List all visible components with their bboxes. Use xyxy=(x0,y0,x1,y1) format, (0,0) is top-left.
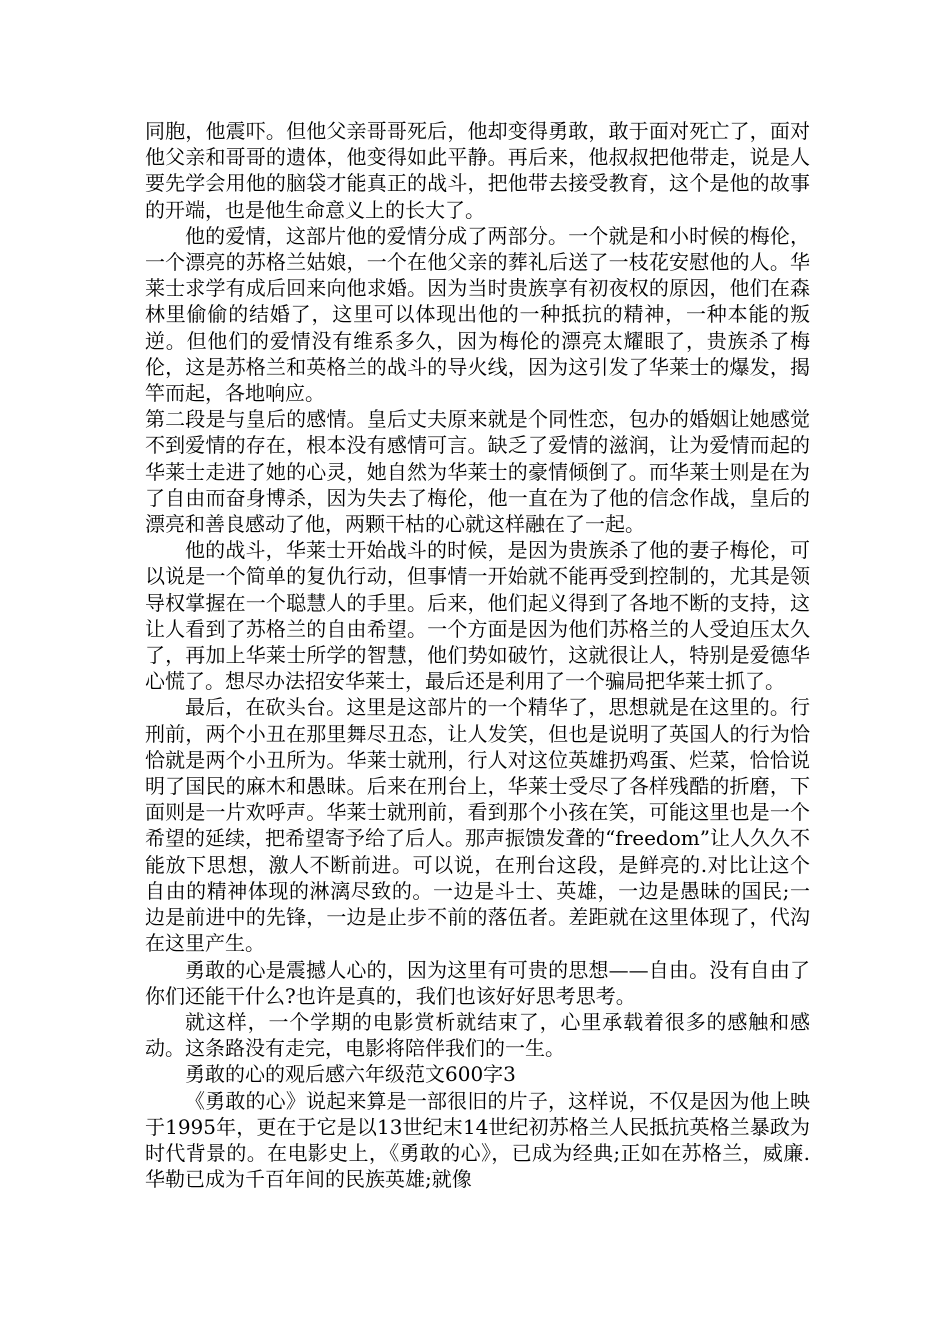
paragraph-3: 第二段是与皇后的感情。皇后丈夫原来就是个同性恋，包办的婚姻让她感觉不到爱情的存在，根本没有感情可言。缺乏了爱情的滋润，让为爱情而起的华莱士走进了她的心灵，她自然为华莱士的豪情倾倒了。而华莱士则是在为了自由而奋身博杀，因为失去了梅伦，他一直在为了他的信念作战，皇后的漂亮和善良感动了他，两颗干枯的心就这样融在了一起。 xyxy=(145,407,810,537)
paragraph-5: 最后，在砍头台。这里是这部片的一个精华了，思想就是在这里的。行刑前，两个小丑在那里舞尽丑态，让人发笑，但也是说明了英国人的行为恰恰就是两个小丑所为。华莱士就刑，行人对这位英雄扔鸡蛋、烂菜，恰恰说明了国民的麻木和愚昧。后来在刑台上，华莱士受尽了各样残酷的折磨，下面则是一片欢呼声。华莱士就刑前，看到那个小孩在笑，可能这里也是一个希望的延续，把希望寄予给了后人。那声振馈发聋的“freedom”让人久久不能放下思想，激人不断前进。可以说，在刑台这段，是鲜亮的.对比让这个自由的精神体现的淋漓尽致的。一边是斗士、英雄，一边是愚昧的国民;一边是前进中的先锋，一边是止步不前的落伍者。差距就在这里体现了，代沟在这里产生。 xyxy=(145,695,810,956)
paragraph-7: 就这样，一个学期的电影赏析就结束了，心里承载着很多的感触和感动。这条路没有走完，电影将陪伴我们的一生。 xyxy=(145,1009,810,1061)
paragraph-8: 《勇敢的心》说起来算是一部很旧的片子，这样说，不仅是因为他上映于1995年，更在于它是以13世纪末14世纪初苏格兰人民抵抗英格兰暴政为时代背景的。在电影史上，《勇敢的心》，已成为经典;正如在苏格兰，威廉.华勒已成为千百年间的民族英雄;就像 xyxy=(145,1088,810,1192)
paragraph-6: 勇敢的心是震撼人心的，因为这里有可贵的思想——自由。没有自由了你们还能干什么?也许是真的，我们也该好好思考思考。 xyxy=(145,957,810,1008)
paragraph-1: 同胞，他震吓。但他父亲哥哥死后，他却变得勇敢，敢于面对死亡了，面对他父亲和哥哥的遗体，他变得如此平静。再后来，他叔叔把他带走，说是人要先学会用他的脑袋才能真正的战斗，把他带去接受教育，这个是他的故事的开端，也是他生命意义上的长大了。 xyxy=(145,119,810,222)
paragraph-4: 他的战斗，华莱士开始战斗的时候，是因为贵族杀了他的妻子梅伦，可以说是一个简单的复仇行动，但事情一开始就不能再受到控制的，尤其是领导权掌握在一个聪慧人的手里。后来，他们起义得到了各地不断的支持，这让人看到了苏格兰的自由希望。一个方面是因为他们苏格兰的人受迫压太久了，再加上华莱士所学的智慧，他们势如破竹，这就很让人，特别是爱德华心慌了。想尽办法招安华莱士，最后还是利用了一个骗局把华莱士抓了。 xyxy=(145,538,810,694)
paragraph-2: 他的爱情，这部片他的爱情分成了两部分。一个就是和小时候的梅伦，一个漂亮的苏格兰姑娘，一个在他父亲的葬礼后送了一枝花安慰他的人。华莱士求学有成后回来向他求婚。因为当时贵族享有初夜权的原因，他们在森林里偷偷的结婚了，这里可以体现出他的一种抵抗的精神，一种本能的叛逆。但他们的爱情没有维系多久，因为梅伦的漂亮太耀眼了，贵族杀了梅伦，这是苏格兰和英格兰的战斗的导火线，因为这引发了华莱士的爆发，揭竿而起，各地响应。 xyxy=(145,223,810,406)
document-body xyxy=(145,118,810,1192)
section-heading: 勇敢的心的观后感六年级范文600字3 xyxy=(185,1062,516,1087)
